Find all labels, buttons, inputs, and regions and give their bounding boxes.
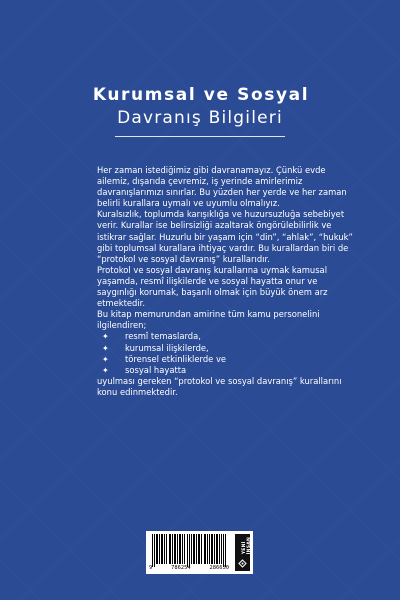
list-item [97, 343, 359, 354]
barcode-bars [146, 531, 234, 567]
paragraph-3: Protokol ve sosyal davranış kurallarına uymak kamusal yaşamda, resmî ilişkilerde ve sosyal hayatta onur ve saygınlığı korumak, başarılı olmak için büyük önem arz etmektedir. [97, 264, 328, 309]
publisher-logo [235, 534, 250, 571]
title-block [0, 84, 400, 137]
list-item-label: sosyal hayatta [125, 364, 187, 375]
publisher-name-line-1: YENİ [242, 541, 247, 555]
title-line-1: Kurumsal ve Sosyal [92, 85, 310, 105]
barcode-digit-group-2: 286650 [209, 565, 229, 571]
list-item [97, 365, 359, 376]
barcode-label [146, 531, 253, 574]
title-underline [115, 136, 285, 137]
list-item [97, 331, 359, 342]
list-item [97, 354, 359, 365]
paragraph-1: Her zaman istediğimiz gibi davranamayız. Çünkü evde ailemiz, dışarıda çevremiz, iş yerinde amirlerimiz davranışlarımızı sınırlar. Bu yüzden her yerde ve her zaman belirli kurallara uymalı ve uyumlu olmalıyız. [97, 165, 347, 209]
four-point-star-icon: ✦ [102, 365, 109, 375]
paragraph-4: Bu kitap memurundan amirine tüm kamu personelini ilgilendiren; [97, 309, 320, 331]
topic-list [97, 331, 359, 375]
list-item-label: resmî temaslarda, [125, 331, 201, 342]
publisher-mark-icon [238, 559, 247, 568]
four-point-star-icon: ✦ [102, 354, 109, 364]
list-item-label: törensel etkinliklerde ve [125, 353, 227, 364]
barcode-digit-group-1: 786254 [171, 565, 191, 571]
barcode-number [146, 565, 232, 571]
title-line-2: Davranış Bilgileri [117, 108, 283, 128]
publisher-name-line-2: İNSAN [247, 537, 252, 555]
closing-paragraph: uyulması gereken “protokol ve sosyal davranış” kurallarını konu edinmektedir. [97, 375, 342, 397]
list-item-label: kurumsal ilişkilerde, [125, 342, 209, 353]
publisher-name [242, 537, 252, 554]
four-point-star-icon: ✦ [102, 343, 109, 353]
blurb-text [97, 165, 359, 398]
paragraph-2: Kuralsızlık, toplumda karışıklığa ve huzursuzluğa sebebiyet verir. Kurallar ise belirsizliği azaltarak öngörülebilirlik ve istikrar sağlar. Huzurlu bir yaşam için “din”, “ahlak”, “hukuk” gibi toplumsal kurallara ihtiyaç vardır. Bu kurallardan biri de “protokol ve sosyal davranış” kurallarıdır. [97, 209, 353, 264]
four-point-star-icon: ✦ [102, 332, 109, 342]
barcode-digit-prefix: 9 [149, 565, 153, 571]
